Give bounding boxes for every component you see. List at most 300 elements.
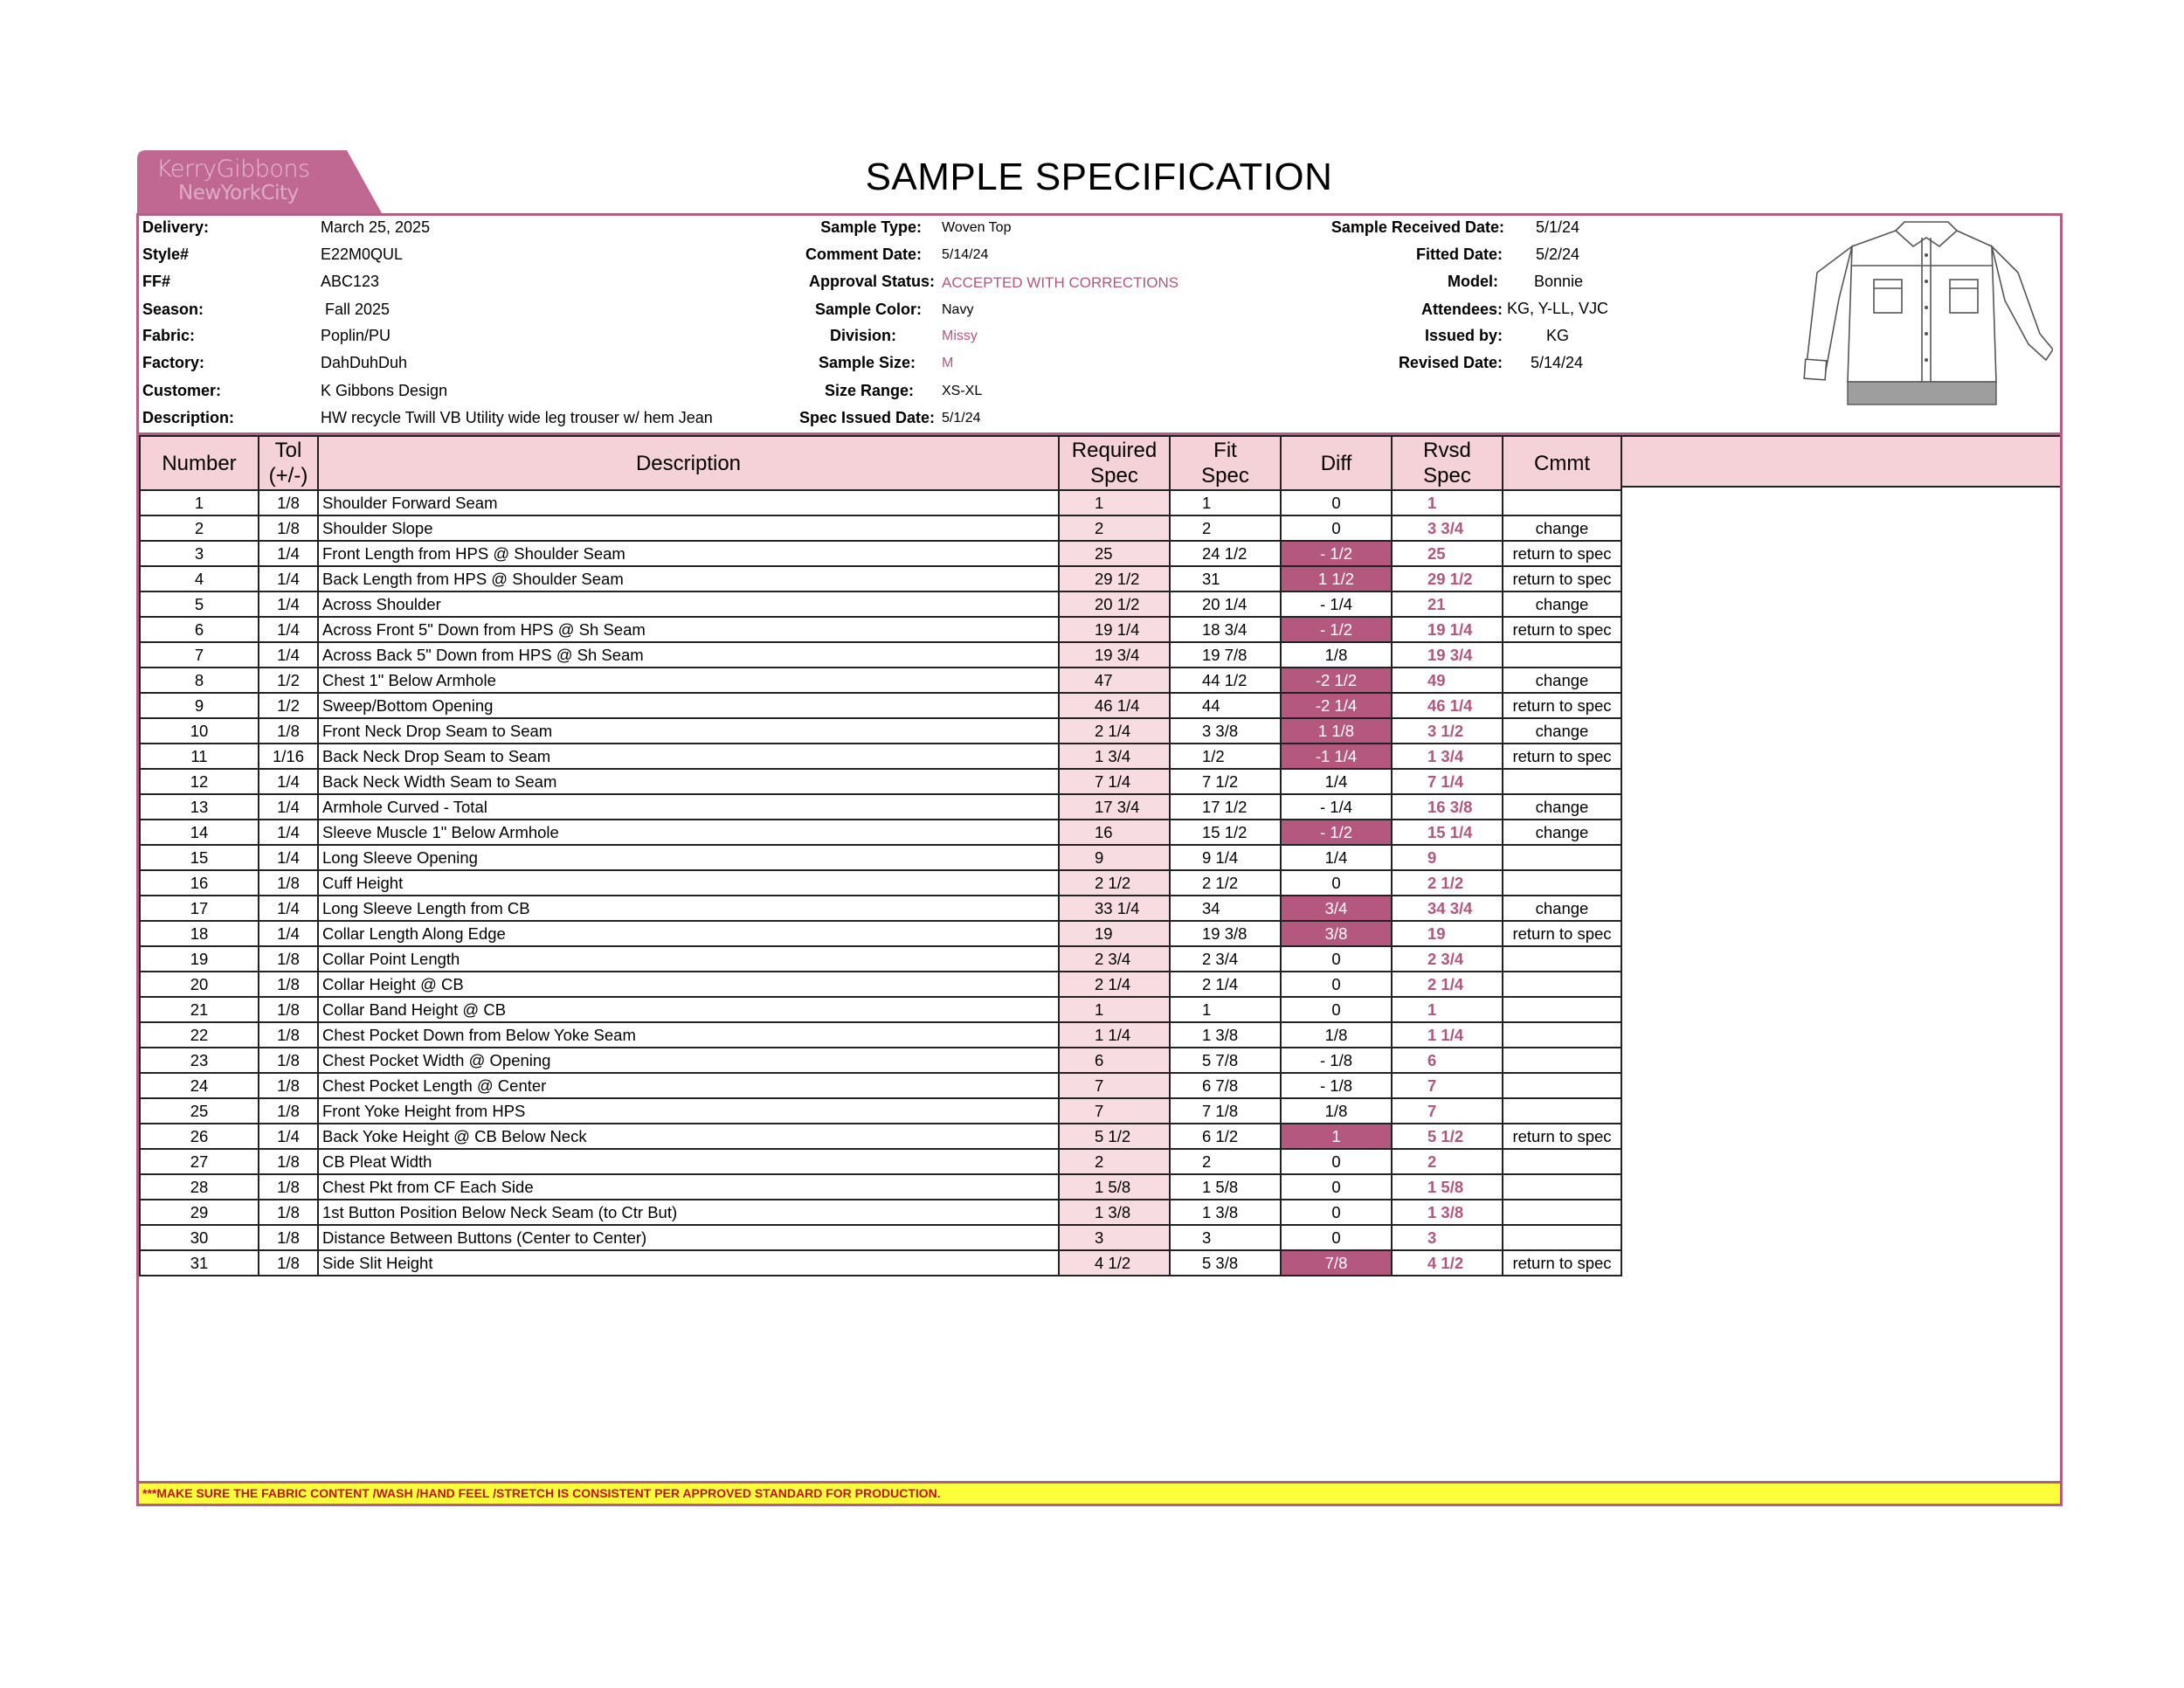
row-required-spec: 1 3/8: [1059, 1200, 1170, 1225]
row-diff: 1/8: [1281, 1022, 1392, 1048]
row-diff: - 1/2: [1281, 820, 1392, 845]
customer-label: Customer:: [142, 382, 222, 399]
row-description: Armhole Curved - Total: [318, 794, 1059, 820]
approval-status-label: Approval Status:: [808, 273, 935, 290]
ff-label: FF#: [142, 273, 171, 290]
size-range-label: Size Range:: [824, 382, 914, 399]
col-rvsd-spec: [1392, 436, 1503, 490]
row-diff: 0: [1281, 490, 1392, 515]
row-diff: 0: [1281, 972, 1392, 997]
row-rvsd-spec: 1: [1392, 490, 1503, 515]
row-diff: -1 1/4: [1281, 744, 1392, 769]
row-number: 27: [140, 1149, 259, 1174]
row-description: Collar Band Height @ CB: [318, 997, 1059, 1022]
brand-line-1: KerryGibbons: [156, 156, 310, 183]
row-diff: -2 1/2: [1281, 668, 1392, 693]
row-required-spec: 9: [1059, 845, 1170, 870]
row-cmmt: [1503, 870, 1621, 896]
row-fit-spec: 7 1/2: [1170, 769, 1281, 794]
row-cmmt: return to spec: [1503, 1124, 1621, 1149]
row-cmmt: change: [1503, 896, 1621, 921]
table-row: [140, 591, 1621, 617]
row-required-spec: 1: [1059, 997, 1170, 1022]
table-row: [140, 896, 1621, 921]
row-diff: 1/8: [1281, 1098, 1392, 1124]
col-required-spec: [1059, 436, 1170, 490]
row-tol: 1/8: [259, 972, 318, 997]
row-fit-spec: 18 3/4: [1170, 617, 1281, 642]
row-number: 2: [140, 515, 259, 541]
col-req-line2: Spec: [1090, 464, 1138, 488]
row-rvsd-spec: 16 3/8: [1392, 794, 1503, 820]
row-diff: - 1/8: [1281, 1048, 1392, 1073]
row-cmmt: [1503, 1174, 1621, 1200]
customer-value: K Gibbons Design: [321, 382, 448, 399]
row-description: Collar Point Length: [318, 946, 1059, 972]
row-tol: 1/2: [259, 693, 318, 718]
row-tol: 1/8: [259, 718, 318, 744]
row-rvsd-spec: 3: [1392, 1225, 1503, 1250]
row-fit-spec: 2 1/4: [1170, 972, 1281, 997]
sample-type-value: Woven Top: [942, 220, 1012, 235]
row-diff: 0: [1281, 1200, 1392, 1225]
row-required-spec: 29 1/2: [1059, 566, 1170, 591]
row-rvsd-spec: 6: [1392, 1048, 1503, 1073]
row-number: 3: [140, 541, 259, 566]
row-required-spec: 2: [1059, 1149, 1170, 1174]
row-tol: 1/8: [259, 1098, 318, 1124]
row-number: 11: [140, 744, 259, 769]
spec-table: [139, 435, 1622, 1276]
row-number: 15: [140, 845, 259, 870]
row-tol: 1/8: [259, 515, 318, 541]
table-row: [140, 1225, 1621, 1250]
row-diff: 1/4: [1281, 845, 1392, 870]
table-row: [140, 668, 1621, 693]
row-diff: 0: [1281, 515, 1392, 541]
table-row: [140, 1098, 1621, 1124]
row-fit-spec: 9 1/4: [1170, 845, 1281, 870]
row-cmmt: change: [1503, 668, 1621, 693]
division-label: Division:: [829, 327, 896, 344]
row-fit-spec: 2: [1170, 1149, 1281, 1174]
table-row: [140, 1073, 1621, 1098]
row-description: Collar Height @ CB: [318, 972, 1059, 997]
row-number: 16: [140, 870, 259, 896]
attendees-value: KG, Y-LL, VJC: [1507, 300, 1609, 317]
row-rvsd-spec: 3 3/4: [1392, 515, 1503, 541]
row-cmmt: return to spec: [1503, 921, 1621, 946]
row-rvsd-spec: 1 3/4: [1392, 744, 1503, 769]
row-number: 8: [140, 668, 259, 693]
row-tol: 1/8: [259, 997, 318, 1022]
sample-type-label: Sample Type:: [820, 218, 922, 236]
delivery-value: March 25, 2025: [321, 218, 431, 236]
table-row: [140, 769, 1621, 794]
spec-table-body: [140, 490, 1621, 1276]
row-description: Chest 1" Below Armhole: [318, 668, 1059, 693]
row-description: Back Neck Width Seam to Seam: [318, 769, 1059, 794]
table-row: [140, 972, 1621, 997]
row-rvsd-spec: 21: [1392, 591, 1503, 617]
factory-label: Factory:: [142, 354, 205, 371]
row-rvsd-spec: 34 3/4: [1392, 896, 1503, 921]
row-fit-spec: 1/2: [1170, 744, 1281, 769]
row-fit-spec: 15 1/2: [1170, 820, 1281, 845]
row-diff: 3/8: [1281, 921, 1392, 946]
table-row: [140, 997, 1621, 1022]
col-req-line1: Required: [1071, 439, 1158, 462]
row-diff: 1 1/8: [1281, 718, 1392, 744]
row-fit-spec: 19 7/8: [1170, 642, 1281, 668]
row-tol: 1/2: [259, 668, 318, 693]
row-rvsd-spec: 3 1/2: [1392, 718, 1503, 744]
row-diff: 7/8: [1281, 1250, 1392, 1276]
row-required-spec: 25: [1059, 541, 1170, 566]
row-cmmt: [1503, 769, 1621, 794]
received-date-value: 5/1/24: [1536, 218, 1580, 236]
row-diff: 3/4: [1281, 896, 1392, 921]
row-required-spec: 2 1/2: [1059, 870, 1170, 896]
table-header-fill: [1621, 435, 2060, 488]
table-row: [140, 642, 1621, 668]
row-rvsd-spec: 19 1/4: [1392, 617, 1503, 642]
footer-note-bar: [139, 1481, 2060, 1504]
table-row: [140, 1022, 1621, 1048]
row-fit-spec: 1 5/8: [1170, 1174, 1281, 1200]
table-row: [140, 845, 1621, 870]
row-number: 23: [140, 1048, 259, 1073]
received-date-label: Sample Received Date:: [1330, 218, 1504, 236]
row-number: 14: [140, 820, 259, 845]
row-diff: 0: [1281, 870, 1392, 896]
row-fit-spec: 5 7/8: [1170, 1048, 1281, 1073]
shirt-sketch-icon: [1800, 220, 2053, 423]
page-title: SAMPLE SPECIFICATION: [865, 156, 1333, 198]
description-label: Description:: [142, 409, 235, 426]
row-description: Chest Pocket Length @ Center: [318, 1073, 1059, 1098]
comment-date-label: Comment Date:: [805, 246, 922, 263]
issued-by-value: KG: [1546, 327, 1570, 344]
fabric-value: Poplin/PU: [321, 327, 391, 344]
row-cmmt: [1503, 1098, 1621, 1124]
delivery-label: Delivery:: [142, 218, 210, 236]
col-tol: [259, 436, 318, 490]
row-number: 1: [140, 490, 259, 515]
row-diff: 0: [1281, 1149, 1392, 1174]
row-required-spec: 1: [1059, 490, 1170, 515]
table-row: [140, 1048, 1621, 1073]
row-cmmt: [1503, 1225, 1621, 1250]
spec-issued-label: Spec Issued Date:: [798, 409, 935, 426]
row-rvsd-spec: 2 1/2: [1392, 870, 1503, 896]
row-fit-spec: 3 3/8: [1170, 718, 1281, 744]
row-fit-spec: 19 3/8: [1170, 921, 1281, 946]
row-required-spec: 1 5/8: [1059, 1174, 1170, 1200]
row-diff: - 1/4: [1281, 591, 1392, 617]
row-rvsd-spec: 15 1/4: [1392, 820, 1503, 845]
row-fit-spec: 5 3/8: [1170, 1250, 1281, 1276]
row-cmmt: [1503, 946, 1621, 972]
revised-date-label: Revised Date:: [1398, 354, 1503, 371]
row-fit-spec: 44: [1170, 693, 1281, 718]
table-row: [140, 515, 1621, 541]
row-description: Distance Between Buttons (Center to Center): [318, 1225, 1059, 1250]
row-diff: 0: [1281, 946, 1392, 972]
row-rvsd-spec: 1 5/8: [1392, 1174, 1503, 1200]
row-tol: 1/8: [259, 1174, 318, 1200]
row-description: Sweep/Bottom Opening: [318, 693, 1059, 718]
row-cmmt: return to spec: [1503, 566, 1621, 591]
row-fit-spec: 1: [1170, 490, 1281, 515]
row-fit-spec: 7 1/8: [1170, 1098, 1281, 1124]
row-tol: 1/8: [259, 1149, 318, 1174]
row-rvsd-spec: 4 1/2: [1392, 1250, 1503, 1276]
ff-value: ABC123: [321, 273, 380, 290]
row-diff: -2 1/4: [1281, 693, 1392, 718]
row-tol: 1/8: [259, 946, 318, 972]
row-number: 30: [140, 1225, 259, 1250]
row-cmmt: return to spec: [1503, 617, 1621, 642]
row-required-spec: 2: [1059, 515, 1170, 541]
row-description: CB Pleat Width: [318, 1149, 1059, 1174]
season-label: Season:: [142, 301, 204, 318]
row-rvsd-spec: 19 3/4: [1392, 642, 1503, 668]
approval-status-value: ACCEPTED WITH CORRECTIONS: [942, 274, 1179, 291]
row-required-spec: 7 1/4: [1059, 769, 1170, 794]
row-required-spec: 4 1/2: [1059, 1250, 1170, 1276]
row-description: 1st Button Position Below Neck Seam (to Ctr But): [318, 1200, 1059, 1225]
table-row: [140, 566, 1621, 591]
row-fit-spec: 17 1/2: [1170, 794, 1281, 820]
table-row: [140, 1200, 1621, 1225]
row-description: Shoulder Forward Seam: [318, 490, 1059, 515]
row-rvsd-spec: 49: [1392, 668, 1503, 693]
style-label: Style#: [142, 246, 190, 263]
row-description: Sleeve Muscle 1" Below Armhole: [318, 820, 1059, 845]
row-required-spec: 1 1/4: [1059, 1022, 1170, 1048]
row-fit-spec: 1 3/8: [1170, 1022, 1281, 1048]
row-tol: 1/4: [259, 617, 318, 642]
comment-date-value: 5/14/24: [942, 247, 989, 262]
row-description: Across Back 5" Down from HPS @ Sh Seam: [318, 642, 1059, 668]
row-fit-spec: 24 1/2: [1170, 541, 1281, 566]
row-cmmt: change: [1503, 820, 1621, 845]
row-tol: 1/8: [259, 1200, 318, 1225]
row-cmmt: change: [1503, 794, 1621, 820]
table-row: [140, 870, 1621, 896]
row-required-spec: 19: [1059, 921, 1170, 946]
row-fit-spec: 20 1/4: [1170, 591, 1281, 617]
row-description: Long Sleeve Length from CB: [318, 896, 1059, 921]
row-number: 22: [140, 1022, 259, 1048]
row-tol: 1/4: [259, 566, 318, 591]
spec-issued-value: 5/1/24: [942, 411, 981, 425]
col-cmmt: Cmmt: [1503, 436, 1621, 490]
style-value: E22M0QUL: [321, 246, 404, 263]
row-tol: 1/4: [259, 769, 318, 794]
row-fit-spec: 2: [1170, 515, 1281, 541]
row-fit-spec: 6 1/2: [1170, 1124, 1281, 1149]
row-tol: 1/4: [259, 896, 318, 921]
row-number: 21: [140, 997, 259, 1022]
row-cmmt: [1503, 1048, 1621, 1073]
row-rvsd-spec: 5 1/2: [1392, 1124, 1503, 1149]
row-required-spec: 19 1/4: [1059, 617, 1170, 642]
row-diff: - 1/4: [1281, 794, 1392, 820]
size-range-value: XS-XL: [942, 384, 983, 398]
row-diff: 1/4: [1281, 769, 1392, 794]
row-cmmt: change: [1503, 515, 1621, 541]
row-number: 19: [140, 946, 259, 972]
row-required-spec: 47: [1059, 668, 1170, 693]
row-cmmt: [1503, 845, 1621, 870]
row-description: Front Length from HPS @ Shoulder Seam: [318, 541, 1059, 566]
row-rvsd-spec: 46 1/4: [1392, 693, 1503, 718]
row-number: 29: [140, 1200, 259, 1225]
table-row: [140, 617, 1621, 642]
row-tol: 1/4: [259, 845, 318, 870]
row-number: 6: [140, 617, 259, 642]
row-required-spec: 5 1/2: [1059, 1124, 1170, 1149]
row-fit-spec: 1 3/8: [1170, 1200, 1281, 1225]
row-rvsd-spec: 19: [1392, 921, 1503, 946]
table-row: [140, 1174, 1621, 1200]
row-rvsd-spec: 1: [1392, 997, 1503, 1022]
row-number: 13: [140, 794, 259, 820]
row-diff: 0: [1281, 1225, 1392, 1250]
row-number: 9: [140, 693, 259, 718]
col-tol-line2: (+/-): [268, 464, 308, 488]
row-description: Chest Pocket Width @ Opening: [318, 1048, 1059, 1073]
sample-size-label: Sample Size:: [818, 354, 916, 371]
row-description: Long Sleeve Opening: [318, 845, 1059, 870]
row-description: Front Yoke Height from HPS: [318, 1098, 1059, 1124]
row-description: Front Neck Drop Seam to Seam: [318, 718, 1059, 744]
row-description: Back Neck Drop Seam to Seam: [318, 744, 1059, 769]
sample-size-value: M: [942, 356, 954, 370]
col-number: Number: [140, 436, 259, 490]
revised-date-value: 5/14/24: [1531, 354, 1584, 371]
row-description: Back Length from HPS @ Shoulder Seam: [318, 566, 1059, 591]
row-number: 20: [140, 972, 259, 997]
row-tol: 1/8: [259, 1073, 318, 1098]
row-description: Cuff Height: [318, 870, 1059, 896]
row-cmmt: return to spec: [1503, 541, 1621, 566]
row-required-spec: 3: [1059, 1225, 1170, 1250]
row-cmmt: return to spec: [1503, 693, 1621, 718]
factory-value: DahDuhDuh: [321, 354, 408, 371]
col-fit-spec: [1170, 436, 1281, 490]
row-diff: - 1/2: [1281, 617, 1392, 642]
fitted-date-label: Fitted Date:: [1416, 246, 1503, 263]
row-tol: 1/8: [259, 870, 318, 896]
row-cmmt: [1503, 1200, 1621, 1225]
table-row: [140, 718, 1621, 744]
season-value: Fall 2025: [325, 301, 390, 318]
row-required-spec: 6: [1059, 1048, 1170, 1073]
row-cmmt: [1503, 972, 1621, 997]
row-cmmt: return to spec: [1503, 1250, 1621, 1276]
row-fit-spec: 3: [1170, 1225, 1281, 1250]
row-rvsd-spec: 1 1/4: [1392, 1022, 1503, 1048]
row-number: 26: [140, 1124, 259, 1149]
row-diff: 1/8: [1281, 642, 1392, 668]
row-tol: 1/16: [259, 744, 318, 769]
table-row: [140, 541, 1621, 566]
row-description: Back Yoke Height @ CB Below Neck: [318, 1124, 1059, 1149]
row-tol: 1/8: [259, 1225, 318, 1250]
row-required-spec: 2 1/4: [1059, 972, 1170, 997]
row-number: 28: [140, 1174, 259, 1200]
row-tol: 1/8: [259, 490, 318, 515]
issued-by-label: Issued by:: [1424, 327, 1503, 344]
row-rvsd-spec: 29 1/2: [1392, 566, 1503, 591]
row-tol: 1/4: [259, 591, 318, 617]
row-required-spec: 17 3/4: [1059, 794, 1170, 820]
row-description: Chest Pocket Down from Below Yoke Seam: [318, 1022, 1059, 1048]
row-cmmt: [1503, 1073, 1621, 1098]
table-row: [140, 1124, 1621, 1149]
row-number: 4: [140, 566, 259, 591]
row-tol: 1/4: [259, 1124, 318, 1149]
row-rvsd-spec: 7: [1392, 1073, 1503, 1098]
row-number: 12: [140, 769, 259, 794]
row-required-spec: 33 1/4: [1059, 896, 1170, 921]
row-tol: 1/4: [259, 541, 318, 566]
col-tol-line1: Tol: [274, 439, 302, 462]
row-required-spec: 7: [1059, 1073, 1170, 1098]
col-rvsd-line2: Spec: [1423, 464, 1471, 488]
row-cmmt: [1503, 1022, 1621, 1048]
row-fit-spec: 31: [1170, 566, 1281, 591]
table-row: [140, 1250, 1621, 1276]
row-tol: 1/4: [259, 642, 318, 668]
table-row: [140, 1149, 1621, 1174]
row-rvsd-spec: 2 3/4: [1392, 946, 1503, 972]
row-rvsd-spec: 25: [1392, 541, 1503, 566]
row-rvsd-spec: 7: [1392, 1098, 1503, 1124]
row-number: 25: [140, 1098, 259, 1124]
col-rvsd-line1: Rvsd: [1423, 439, 1471, 462]
row-required-spec: 2 3/4: [1059, 946, 1170, 972]
row-required-spec: 2 1/4: [1059, 718, 1170, 744]
row-cmmt: [1503, 642, 1621, 668]
col-description: Description: [318, 436, 1059, 490]
row-description: Across Front 5" Down from HPS @ Sh Seam: [318, 617, 1059, 642]
fitted-date-value: 5/2/24: [1536, 246, 1580, 263]
row-rvsd-spec: 7 1/4: [1392, 769, 1503, 794]
division-value: Missy: [942, 329, 978, 343]
row-description: Collar Length Along Edge: [318, 921, 1059, 946]
row-required-spec: 20 1/2: [1059, 591, 1170, 617]
row-cmmt: change: [1503, 591, 1621, 617]
row-tol: 1/8: [259, 1250, 318, 1276]
table-row: [140, 744, 1621, 769]
row-rvsd-spec: 2: [1392, 1149, 1503, 1174]
row-number: 24: [140, 1073, 259, 1098]
row-fit-spec: 6 7/8: [1170, 1073, 1281, 1098]
table-row: [140, 921, 1621, 946]
row-description: Across Shoulder: [318, 591, 1059, 617]
table-row: [140, 693, 1621, 718]
row-diff: 0: [1281, 997, 1392, 1022]
row-fit-spec: 1: [1170, 997, 1281, 1022]
row-number: 31: [140, 1250, 259, 1276]
col-fit-line2: Spec: [1201, 464, 1249, 488]
row-required-spec: 16: [1059, 820, 1170, 845]
row-number: 7: [140, 642, 259, 668]
